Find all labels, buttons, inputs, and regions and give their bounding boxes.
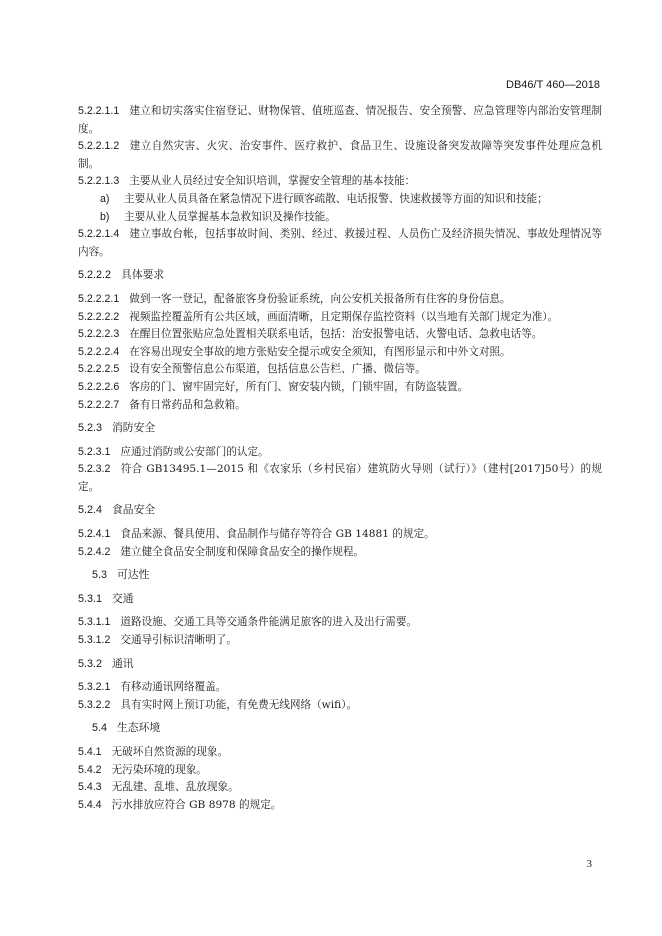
clause-text: 应通过消防或公安部门的认定。 [120, 445, 269, 458]
clause-text: 食品来源、餐具使用、食品制作与储存等符合 GB 14881 的规定。 [120, 528, 435, 541]
clause-number: 5.3.1.1 [78, 616, 111, 629]
section-heading [78, 656, 602, 674]
clause-paragraph [78, 138, 602, 173]
clause-paragraph [78, 744, 602, 762]
clause-paragraph [78, 526, 602, 544]
section-number: 5.3.1 [78, 592, 103, 605]
clause-number: 5.2.2.2.1 [78, 292, 120, 305]
clause-text: 视频监控覆盖所有公共区域，画面清晰，且定期保存监控资料（以当地有关部门规定为准）。 [129, 310, 559, 323]
clause-text: 无乱建、乱堆、乱放现象。 [111, 781, 239, 794]
clause-paragraph [78, 544, 602, 562]
section-title: 通讯 [112, 657, 134, 670]
clause-number: 5.2.2.1.1 [78, 105, 120, 117]
clause-paragraph [78, 326, 602, 344]
section-heading [78, 502, 602, 520]
clause-text: 建立和切实落实住宿登记、财物保管、值班巡查、情况报告、安全预警、应急管理等内部治安管理制度。 [78, 105, 602, 135]
clause-text: 交通导引标识清晰明了。 [120, 634, 237, 647]
clause-paragraph [78, 797, 602, 815]
list-item-text: 主要从业人员掌握基本急救知识及操作技能。 [124, 210, 336, 223]
clause-text: 设有安全预警信息公布渠道，包括信息公告栏、广播、微信等。 [129, 363, 426, 376]
clause-paragraph [78, 444, 602, 462]
clause-number: 5.2.2.2.4 [78, 345, 120, 358]
clause-paragraph [78, 461, 602, 496]
clause-paragraph [78, 379, 602, 397]
list-item [78, 191, 602, 209]
section-heading [78, 720, 602, 738]
section-heading [78, 267, 602, 285]
list-item [78, 209, 602, 227]
clause-paragraph [78, 762, 602, 780]
clause-number: 5.2.2.2.3 [78, 328, 120, 341]
list-label: b) [100, 210, 110, 223]
clause-number: 5.2.2.2.7 [78, 398, 120, 411]
section-number: 5.2.3 [78, 422, 103, 435]
section-number: 5.2.2.2 [78, 269, 112, 282]
clause-number: 5.2.3.1 [78, 445, 111, 458]
clause-number: 5.2.2.2.6 [78, 380, 120, 393]
list-label: a) [100, 192, 110, 205]
clause-number: 5.3.2.1 [78, 681, 111, 694]
clause-number: 5.4.1 [78, 746, 102, 758]
clause-text: 道路设施、交通工具等交通条件能满足旅客的进入及出行需要。 [120, 616, 418, 629]
clause-text: 建立事故台帐，包括事故时间、类别、经过、救援过程、人员伤亡及经济损失情况、事故处理情况等内容。 [78, 228, 602, 258]
section-heading [78, 567, 602, 585]
clause-paragraph [78, 697, 602, 715]
section-heading [78, 591, 602, 609]
section-number: 5.2.4 [78, 504, 103, 517]
clause-text: 建立自然灾害、火灾、治安事件、医疗救护、食品卫生、设施设备突发故障等突发事件处理应急机制。 [78, 140, 602, 170]
clause-text: 具有实时网上预订功能，有免费无线网络（wifi）。 [120, 698, 358, 711]
clause-number: 5.3.2.2 [78, 698, 111, 711]
clause-text: 主要从业人员经过安全知识培训，掌握安全管理的基本技能： [129, 175, 416, 188]
clause-text: 符合 GB13495.1—2015 和《农家乐（乡村民宿）建筑防火导则（试行）》（建村[2017]50号）的规定。 [78, 463, 602, 493]
clause-paragraph [78, 614, 602, 632]
clause-text: 有移动通讯网络覆盖。 [120, 681, 227, 694]
clause-text: 污水排放应符合 GB 8978 的规定。 [111, 798, 282, 811]
clause-text: 无污染环境的现象。 [111, 763, 207, 776]
document-code: DB46/T 460—2018 [506, 79, 600, 91]
section-title: 生态环境 [117, 722, 161, 735]
section-title: 交通 [112, 592, 134, 605]
clause-number: 5.2.2.1.4 [78, 228, 120, 241]
clause-text: 无破坏自然资源的现象。 [111, 746, 229, 758]
section-title: 具体要求 [121, 269, 165, 282]
section-heading [78, 420, 602, 438]
clause-number: 5.4.2 [78, 763, 102, 776]
clause-paragraph [78, 309, 602, 327]
clause-text: 建立健全食品安全制度和保障食品安全的操作规程。 [120, 545, 365, 558]
list-item-text: 主要从业人员具备在紧急情况下进行顾客疏散、电话报警、快速救援等方面的知识和技能； [124, 192, 548, 205]
document-body [78, 103, 602, 814]
section-number: 5.4 [92, 722, 108, 735]
clause-number: 5.2.3.2 [78, 463, 111, 476]
clause-paragraph [78, 397, 602, 415]
clause-paragraph [78, 361, 602, 379]
clause-number: 5.2.2.2.5 [78, 363, 120, 376]
clause-text: 备有日常药品和急救箱。 [129, 398, 246, 411]
clause-number: 5.2.4.1 [78, 528, 111, 541]
clause-text: 做到一客一登记，配备旅客身份验证系统，向公安机关报备所有住客的身份信息。 [129, 292, 511, 305]
clause-paragraph [78, 632, 602, 650]
clause-number: 5.2.2.2.2 [78, 310, 120, 323]
clause-paragraph [78, 679, 602, 697]
section-number: 5.3.2 [78, 657, 103, 670]
clause-text: 在容易出现安全事故的地方张贴安全提示或安全须知，有图形显示和中外文对照。 [129, 345, 511, 358]
section-title: 消防安全 [112, 422, 156, 435]
clause-number: 5.2.4.2 [78, 545, 111, 558]
section-title: 可达性 [117, 569, 150, 582]
clause-number: 5.4.3 [78, 781, 102, 794]
clause-paragraph [78, 291, 602, 309]
section-number: 5.3 [92, 569, 108, 582]
clause-text: 客房的门、窗牢固完好，所有门、窗安装内锁，门锁牢固，有防盗装置。 [129, 380, 469, 393]
clause-number: 5.3.1.2 [78, 634, 111, 647]
clause-number: 5.2.2.1.3 [78, 175, 120, 188]
clause-text: 在醒目位置张贴应急处置相关联系电话，包括：治安报警电话、火警电话、急救电话等。 [129, 328, 543, 341]
clause-paragraph [78, 344, 602, 362]
clause-paragraph [78, 226, 602, 261]
clause-paragraph [78, 173, 602, 191]
clause-paragraph [78, 103, 602, 138]
section-title: 食品安全 [112, 504, 156, 517]
page-number: 3 [586, 858, 592, 870]
clause-number: 5.4.4 [78, 798, 102, 811]
clause-paragraph [78, 779, 602, 797]
clause-number: 5.2.2.1.2 [78, 140, 120, 153]
